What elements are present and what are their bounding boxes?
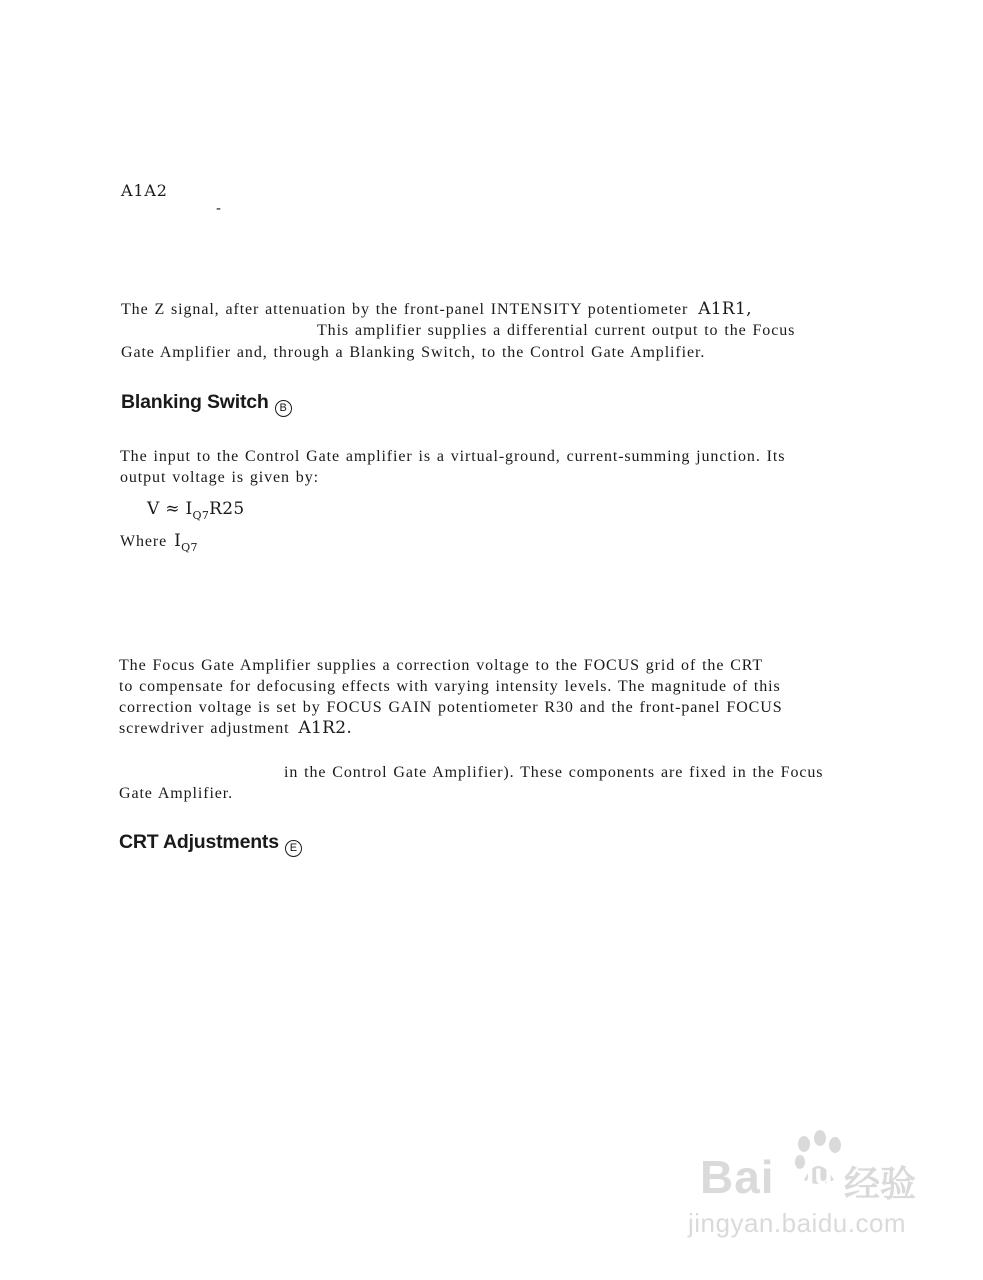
- ref-a1r1: A1R1,: [698, 299, 752, 319]
- watermark-brand-cn: 经验: [844, 1163, 917, 1204]
- watermark-url: jingyan.baidu.com: [688, 1208, 907, 1238]
- voltage-equation: [147, 499, 245, 522]
- focus-gate-line-4: [119, 718, 352, 739]
- fixed-line-2: Gate Amplifier.: [119, 785, 234, 802]
- z-signal-line-3: Gate Amplifier and, through a Blanking Switch, to the Control Gate Amplifier.: [121, 344, 706, 361]
- control-gate-line-2: output voltage is given by:: [120, 469, 319, 486]
- where-subscript: Q7: [181, 541, 198, 554]
- fixed-line-1: in the Control Gate Amplifier). These components are fixed in the Focus: [284, 764, 824, 781]
- focus-gate-line-2: to compensate for defocusing effects with varying intensity levels. The magnitude of this: [119, 678, 781, 695]
- focus-gate-line-1: The Focus Gate Amplifier supplies a correction voltage to the FOCUS grid of the CRT: [119, 657, 764, 674]
- focus-gate-line-4-text: screwdriver adjustment: [119, 720, 290, 737]
- where-line: [120, 531, 198, 554]
- blanking-switch-heading: [121, 391, 292, 417]
- crt-adjustments-heading: [119, 831, 302, 857]
- equation-lhs: V ≈ I: [147, 499, 193, 519]
- header-dash: -: [216, 200, 221, 217]
- z-signal-line-2: This amplifier supplies a differential current output to the Focus: [317, 322, 796, 339]
- z-signal-line-1: [121, 299, 752, 320]
- equation-rhs: R25: [209, 499, 245, 519]
- baidu-watermark: [688, 1128, 940, 1248]
- where-symbol: I: [174, 531, 182, 551]
- section-marker-b: B: [275, 400, 292, 417]
- watermark-brand-right: du: [796, 1158, 833, 1191]
- equation-subscript: Q7: [192, 509, 210, 522]
- where-word: Where: [120, 533, 168, 550]
- z-signal-line-1-text: The Z signal, after attenuation by the front-panel INTENSITY potentiometer: [121, 301, 689, 318]
- section-marker-e: E: [285, 840, 302, 857]
- ref-a1r2: A1R2.: [298, 718, 353, 738]
- blanking-switch-title: Blanking Switch: [121, 391, 269, 413]
- focus-gate-line-3: correction voltage is set by FOCUS GAIN potentiometer R30 and the front-panel FOCUS: [119, 699, 783, 716]
- crt-adjustments-title: CRT Adjustments: [119, 831, 279, 853]
- watermark-brand-left: Bai: [700, 1151, 775, 1203]
- control-gate-line-1: The input to the Control Gate amplifier is a virtual-ground, current-summing junction. Its: [120, 448, 786, 465]
- header-label: A1A2: [121, 181, 168, 200]
